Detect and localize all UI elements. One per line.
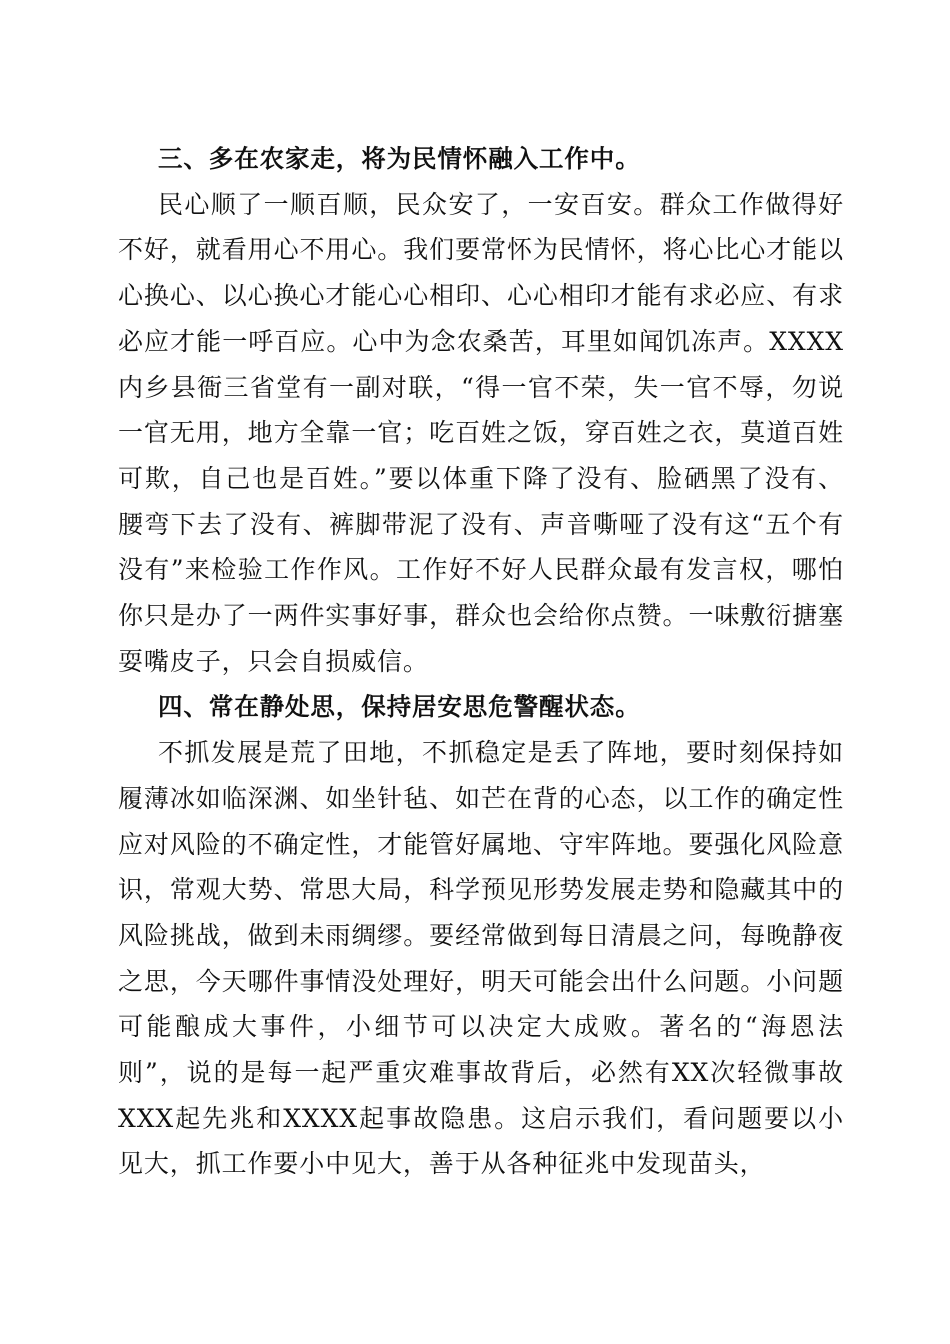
section-heading: 四、常在静处思，保持居安思危警醒状态。	[158, 692, 641, 722]
section-four	[118, 684, 844, 1187]
section-three	[118, 136, 844, 684]
section-paragraph: 不抓发展是荒了田地，不抓稳定是丢了阵地，要时刻保持如履薄冰如临深渊、如坐针毡、如芒在背的心态，以工作的确定性应对风险的不确定性，才能管好属地、守牢阵地。要强化风险意识，常观大势、常思大局，科学预见形势发展走势和隐藏其中的风险挑战，做到未雨绸缪。要经常做到每日清晨之问，每晚静夜之思，今天哪件事情没处理好，明天可能会出什么问题。小问题可能酿成大事件，小细节可以决定大成败。著名的“海恩法则”，说的是每一起严重灾难事故背后，必然有XX次轻微事故XXX起先兆和XXXX起事故隐患。这启示我们，看问题要以小见大，抓工作要小中见大，善于从各种征兆中发现苗头，	[118, 738, 844, 1179]
section-heading: 三、多在农家走，将为民情怀融入工作中。	[158, 144, 641, 173]
document-body	[118, 136, 844, 1187]
section-paragraph: 民心顺了一顺百顺，民众安了，一安百安。群众工作做得好不好，就看用心不用心。我们要常怀为民情怀，将心比心才能以心换心、以心换心才能心心相印、心心相印才能有求必应、有求必应才能一呼百应。心中为念农桑苦，耳里如闻饥冻声。XXXX内乡县衙三省堂有一副对联，“得一官不荣，失一官不辱，勿说一官无用，地方全靠一官；吃百姓之饭，穿百姓之衣，莫道百姓可欺，自己也是百姓。”要以体重下降了没有、脸硒黑了没有、腰弯下去了没有、裤脚带泥了没有、声音嘶哑了没有这“五个有没有”来检验工作作风。工作好不好人民群众最有发言权，哪怕你只是办了一两件实事好事，群众也会给你点赞。一味敷衍搪塞耍嘴皮子，只会自损威信。	[118, 189, 844, 676]
